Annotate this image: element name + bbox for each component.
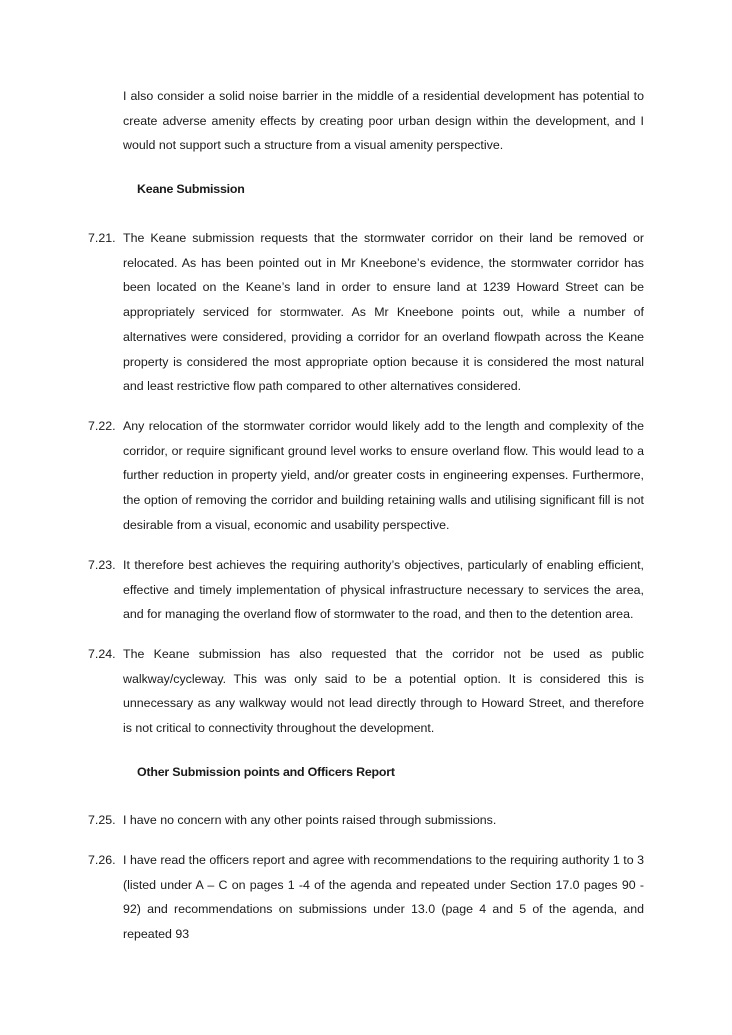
paragraph-7-22: Any relocation of the stormwater corridor would likely add to the length and complexity of the corridor, or require significant ground level works to ensure overland flow. This would lead to a further reduction in property yield, and/or greater costs in engineering expenses. Furthermore, the option of removing the corridor and building retaining walls and utilising significant fill is not desirable from a visual, economic and usability perspective. — [123, 419, 644, 532]
heading-keane-submission: Keane Submission — [137, 182, 245, 196]
paragraph-7-23: It therefore best achieves the requiring authority’s objectives, particularly of enabling efficient, effective and timely implementation of physical infrastructure necessary to services the area, and for managing the overland flow of stormwater to the road, and then to the detention area. — [123, 558, 644, 622]
paragraph-number: 7.26. — [88, 853, 116, 867]
paragraph-number: 7.25. — [88, 813, 116, 827]
paragraph-7-24: The Keane submission has also requested that the corridor not be used as public walkway/cycleway. This was only said to be a potential option. It is considered this is unnecessary as any walkway would not lead directly through to Howard Street, and therefore is not critical to connectivity throughout the development. — [123, 647, 644, 736]
paragraph-number: 7.22. — [88, 419, 116, 433]
paragraph-7-25: I have no concern with any other points raised through submissions. — [123, 813, 497, 827]
paragraph-number: 7.21. — [88, 231, 116, 245]
heading-other-submission-points: Other Submission points and Officers Report — [137, 765, 395, 779]
paragraph-number: 7.24. — [88, 647, 116, 661]
paragraph-7-26: I have read the officers report and agree with recommendations to the requiring authority 1 to 3 (listed under A – C on pages 1 -4 of the agenda and repeated under Section 17.0 pages 90 - 92) and recommendations on submissions under 13.0 (page 4 and 5 of the agenda, and repeated 93 — [123, 853, 644, 942]
paragraph-7-21: The Keane submission requests that the stormwater corridor on their land be removed or relocated. As has been pointed out in Mr Kneebone’s evidence, the stormwater corridor has been located on the Keane’s land in order to ensure land at 1239 Howard Street can be appropriately serviced for stormwater. As Mr Kneebone points out, while a number of alternatives were considered, providing a corridor for an overland flowpath across the Keane property is considered the most appropriate option because it is considered the most natural and least restrictive flow path compared to other alternatives considered. — [123, 231, 644, 394]
paragraph-number: 7.23. — [88, 558, 116, 572]
intro-paragraph: I also consider a solid noise barrier in the middle of a residential development has potential to create adverse amenity effects by creating poor urban design within the development, and I would not support such a structure from a visual amenity perspective. — [123, 89, 644, 153]
